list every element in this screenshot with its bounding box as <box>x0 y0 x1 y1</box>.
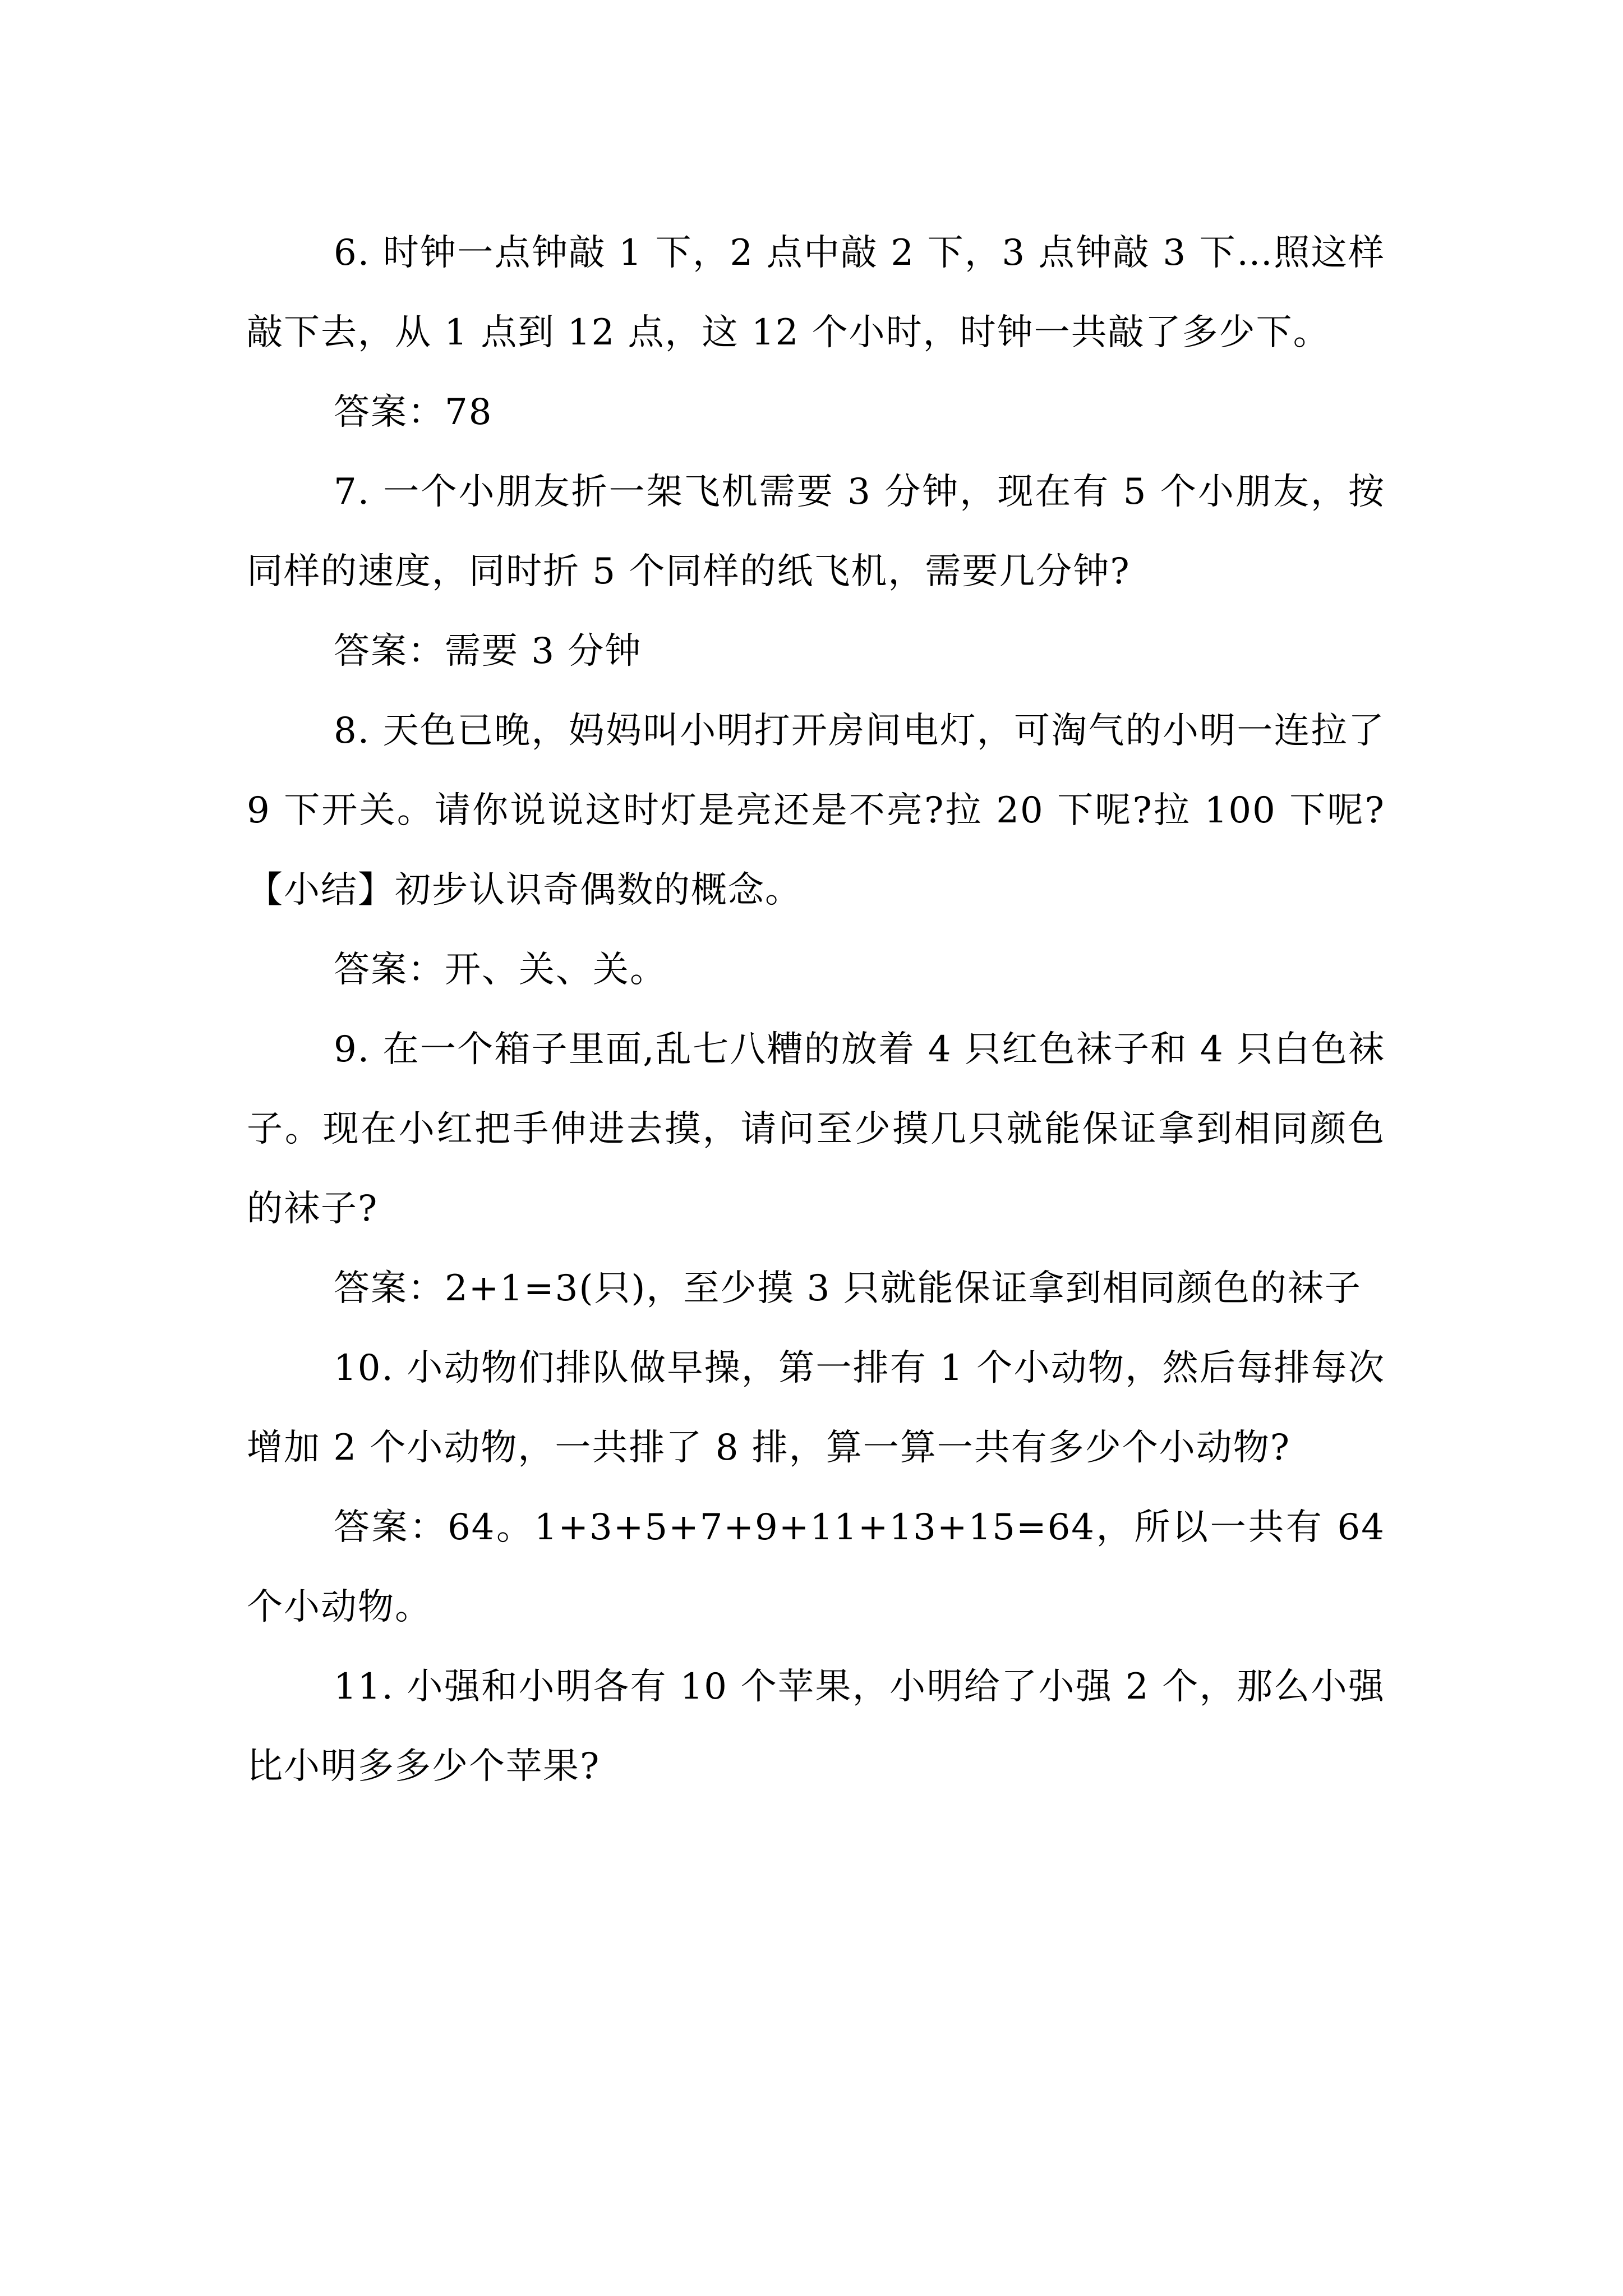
question-6: 6. 时钟一点钟敲 1 下，2 点中敲 2 下，3 点钟敲 3 下…照这样敲下去，从 1 点到 12 点，这 12 个小时，时钟一共敲了多少下。 <box>247 232 1385 353</box>
question-11: 11. 小强和小明各有 10 个苹果，小明给了小强 2 个，那么小强比小明多多少个苹果? <box>247 1666 1385 1787</box>
question-9: 9. 在一个箱子里面,乱七八糟的放着 4 只红色袜子和 4 只白色袜子。现在小红把手伸进去摸，请问至少摸几只就能保证拿到相同颜色的袜子? <box>247 1029 1385 1230</box>
answer-10: 答案：64。1+3+5+7+9+11+13+15=64，所以一共有 64 个小动物。 <box>247 1507 1385 1628</box>
question-8: 8. 天色已晚，妈妈叫小明打开房间电灯，可淘气的小明一连拉了 9 下开关。请你说说这时灯是亮还是不亮?拉 20 下呢?拉 100 下呢? 【小结】初步认识奇偶数的概念。 <box>247 710 1385 911</box>
document-page <box>247 213 1385 1806</box>
question-7: 7. 一个小朋友折一架飞机需要 3 分钟，现在有 5 个小朋友，按同样的速度，同时折 5 个同样的纸飞机，需要几分钟? <box>247 471 1385 592</box>
answer-7: 答案：需要 3 分钟 <box>334 631 642 672</box>
question-10: 10. 小动物们排队做早操，第一排有 1 个小动物，然后每排每次增加 2 个小动物，一共排了 8 排，算一算一共有多少个小动物? <box>247 1347 1385 1469</box>
answer-8: 答案：开、关、关。 <box>334 949 667 991</box>
answer-9: 答案：2+1=3(只)，至少摸 3 只就能保证拿到相同颜色的袜子 <box>334 1268 1362 1309</box>
answer-6: 答案：78 <box>334 392 493 433</box>
